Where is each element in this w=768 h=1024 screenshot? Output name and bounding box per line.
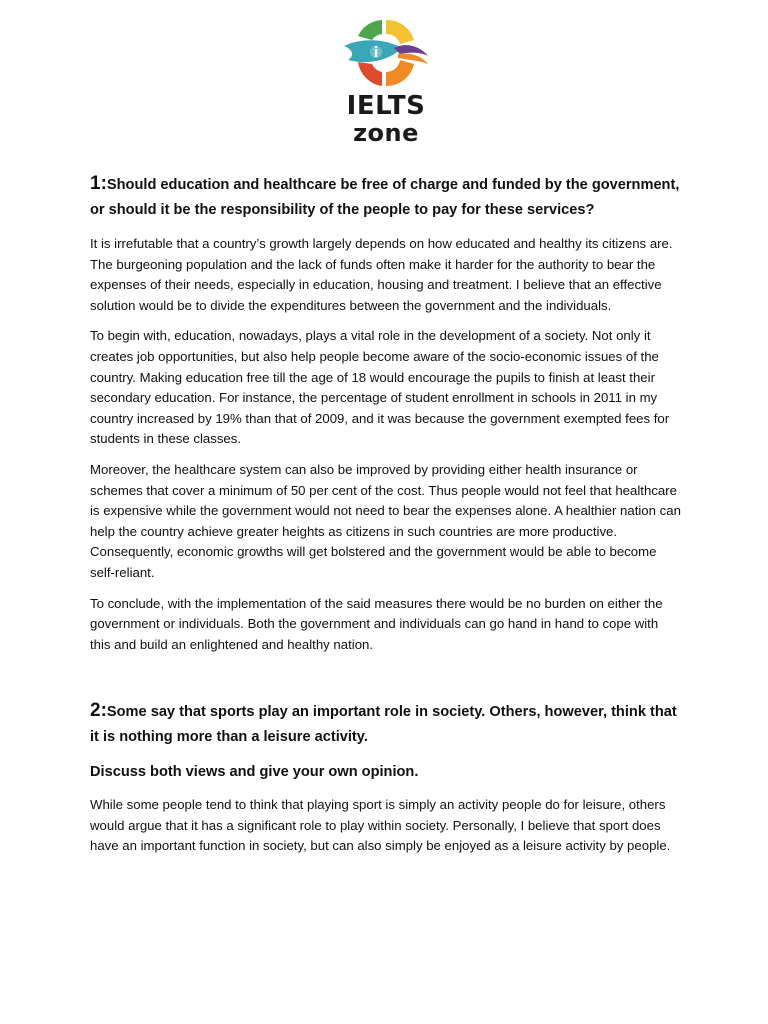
question-2-heading (90, 699, 682, 749)
logo-red-segment (358, 62, 382, 86)
logo-green-segment (358, 20, 382, 40)
question-1-text: Should education and healthcare be free of charge and funded by the government, or should it be the responsibility of the people to pay for these services? (90, 177, 680, 218)
essay-1-paragraph-3: Moreover, the healthcare system can also be improved by providing either health insurance or schemes that cover a minimum of 50 per cent of the cost. Thus people would not feel that healthcare is expensive while the government would not need to bear the expenses alone. A healthier nation can help the country achieve greater heights as citizens in such countries are more productive. Consequently, economic growths will get bolstered and the government would be able to become self-reliant. (90, 461, 681, 580)
section-spacer (90, 665, 682, 699)
question-2-instruction: Discuss both views and give your own opinion. (90, 764, 419, 781)
question-2-text: Some say that sports play an important role in society. Others, however, think that it is nothing more than a leisure activity. (90, 704, 677, 745)
question-1-heading (90, 172, 682, 222)
ielts-zone-logo (336, 14, 436, 150)
question-2-number: 2: (90, 700, 107, 722)
logo-letter-i: i (373, 45, 379, 61)
logo-yellow-segment (386, 20, 414, 44)
essay-1-paragraph-4: To conclude, with the implementation of the said measures there would be no burden on either the government or individuals. Both the government and individuals can go hand in hand to cope with this and build an enlightened and healthy nation. (90, 595, 663, 652)
logo-wordmark-ielts: IELTS (346, 91, 426, 121)
essay-2-paragraph-1: While some people tend to think that playing sport is simply an activity people do for leisure, others would argue that it has a significant role to play within society. Personally, I believe that sport does have an important function in society, but can also simply be enjoyed as a leisure activity by people. (90, 797, 671, 854)
essay-1-paragraph-2: To begin with, education, nowadays, plays a vital role in the development of a society. Not only it creates job opportunities, but also help people become aware of the socio-economic issues of the country. Making education free till the age of 18 would encourage the pupils to finish at least their secondary education. For instance, the percentage of student enrollment in schools in 2011 in my country increased by 19% than that of 2009, and it was because the government exempted fees for students in these classes. (90, 328, 670, 447)
essay-1-paragraph-1: It is irrefutable that a country’s growth largely depends on how educated and healthy its citizens are. The burgeoning population and the lack of funds often make it harder for the authority to bear the expenses of their needs, especially in education, housing and treatment. I believe that an effective solution would be to divide the expenditures between the government and the individuals. (90, 236, 673, 313)
question-1-number: 1: (90, 173, 107, 194)
logo-orange-segment (386, 60, 414, 86)
globe-logo-icon (336, 14, 436, 92)
document-content (90, 172, 682, 867)
logo-wordmark-zone: zone (353, 119, 419, 147)
